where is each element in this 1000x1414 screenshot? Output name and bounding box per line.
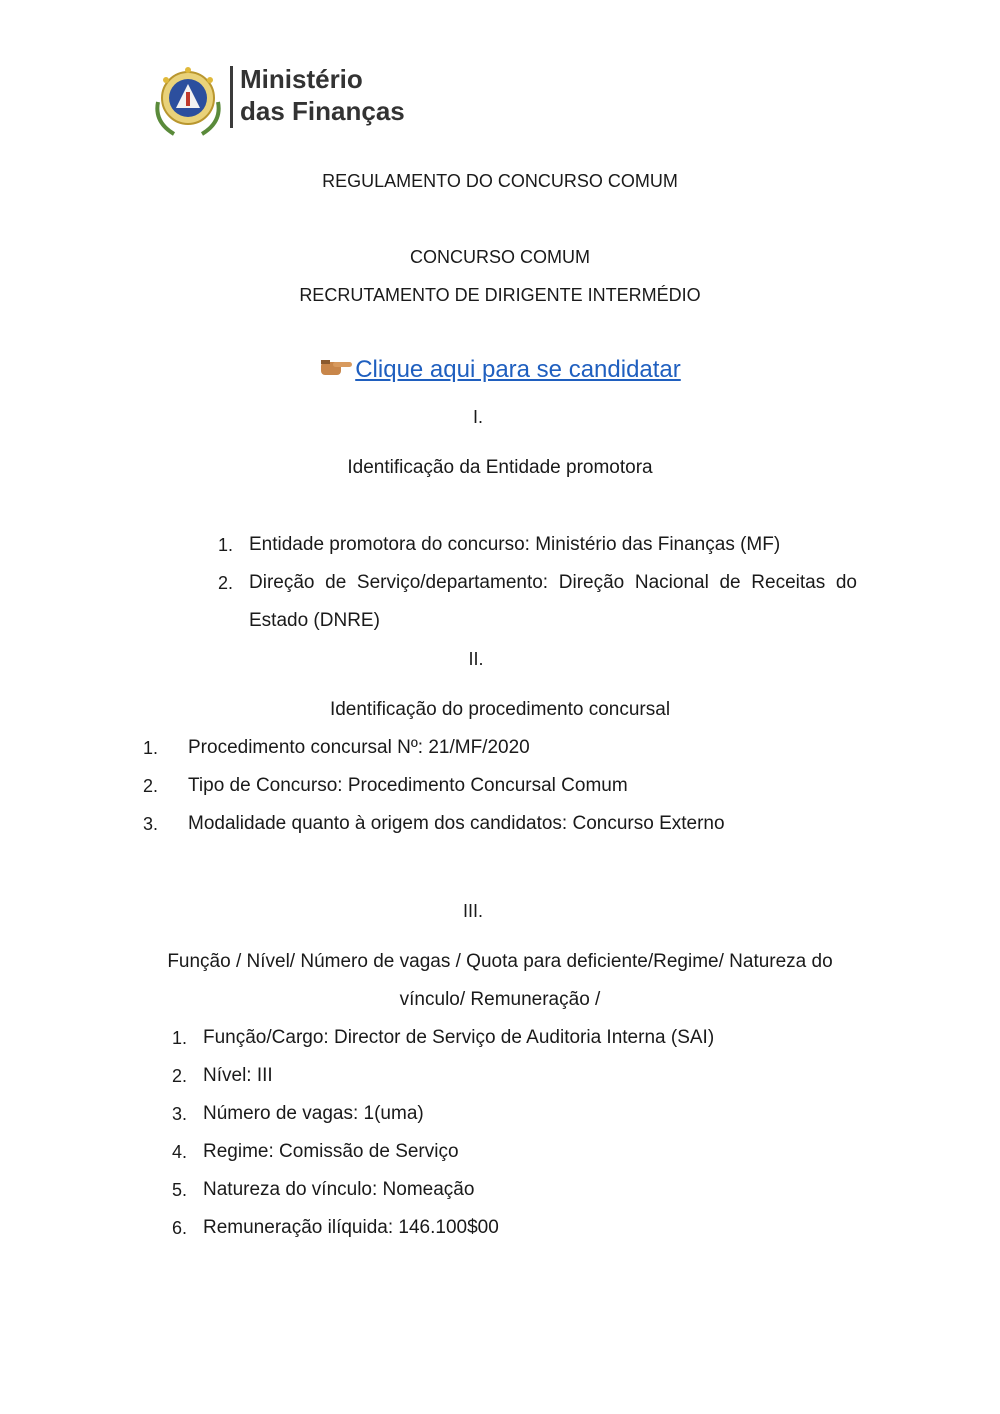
s3-item6-number: 6.: [172, 1218, 188, 1238]
section1-numeral: I.: [472, 407, 483, 427]
logo-text-line1: Ministério: [240, 64, 363, 94]
s3-item2: Nível: III: [203, 1065, 273, 1086]
s1-item2: Direção de Serviço/departamento: Direção Nacional de Receitas do: [249, 572, 857, 593]
s2-item3-number: 3.: [143, 814, 159, 834]
logo-text-line2: das Finanças: [240, 96, 405, 126]
s3-item1-number: 1.: [172, 1028, 188, 1048]
s3-item2-number: 2.: [172, 1066, 188, 1086]
s2-item1: Procedimento concursal Nº: 21/MF/2020: [188, 737, 530, 758]
s2-item2: Tipo de Concurso: Procedimento Concursal Comum: [188, 775, 628, 796]
section3-numeral: III.: [462, 901, 483, 921]
subtitle-concurso: CONCURSO COMUM: [410, 247, 590, 267]
ministry-logo: [148, 62, 408, 140]
coat-of-arms-icon: [148, 62, 228, 140]
s1-item2-number: 2.: [218, 573, 234, 593]
s2-item3: Modalidade quanto à origem dos candidatos: Concurso Externo: [188, 813, 725, 834]
apply-link-row[interactable]: [0, 356, 1000, 385]
section2-numeral: II.: [468, 649, 484, 669]
s1-item1-number: 1.: [218, 535, 234, 555]
s1-item2-continued: Estado (DNRE): [249, 610, 380, 631]
section2-heading: Identificação do procedimento concursal: [329, 699, 671, 720]
s3-item6: Remuneração ilíquida: 146.100$00: [203, 1217, 499, 1238]
s3-item5-number: 5.: [172, 1180, 188, 1200]
apply-link[interactable]: Clique aqui para se candidatar: [355, 356, 681, 383]
s3-item5: Natureza do vínculo: Nomeação: [203, 1179, 475, 1200]
subtitle-recrutamento: RECRUTAMENTO DE DIRIGENTE INTERMÉDIO: [299, 285, 701, 305]
section3-heading-line1: Função / Nível/ Número de vagas / Quota para deficiente/Regime/ Natureza do: [167, 951, 833, 972]
s2-item2-number: 2.: [143, 776, 159, 796]
s3-item1: Função/Cargo: Director de Serviço de Auditoria Interna (SAI): [203, 1027, 715, 1048]
document-title: REGULAMENTO DO CONCURSO COMUM: [322, 171, 678, 191]
s3-item3-number: 3.: [172, 1104, 188, 1124]
pointing-hand-icon: [319, 356, 353, 385]
s3-item4: Regime: Comissão de Serviço: [203, 1141, 459, 1162]
s1-item1: Entidade promotora do concurso: Ministério das Finanças (MF): [249, 534, 781, 555]
section1-heading: Identificação da Entidade promotora: [347, 457, 653, 478]
section3-heading-line2: vínculo/ Remuneração /: [399, 989, 601, 1010]
s3-item4-number: 4.: [172, 1142, 188, 1162]
s2-item1-number: 1.: [143, 738, 159, 758]
s3-item3: Número de vagas: 1(uma): [203, 1103, 424, 1124]
logo-divider: [230, 66, 233, 128]
